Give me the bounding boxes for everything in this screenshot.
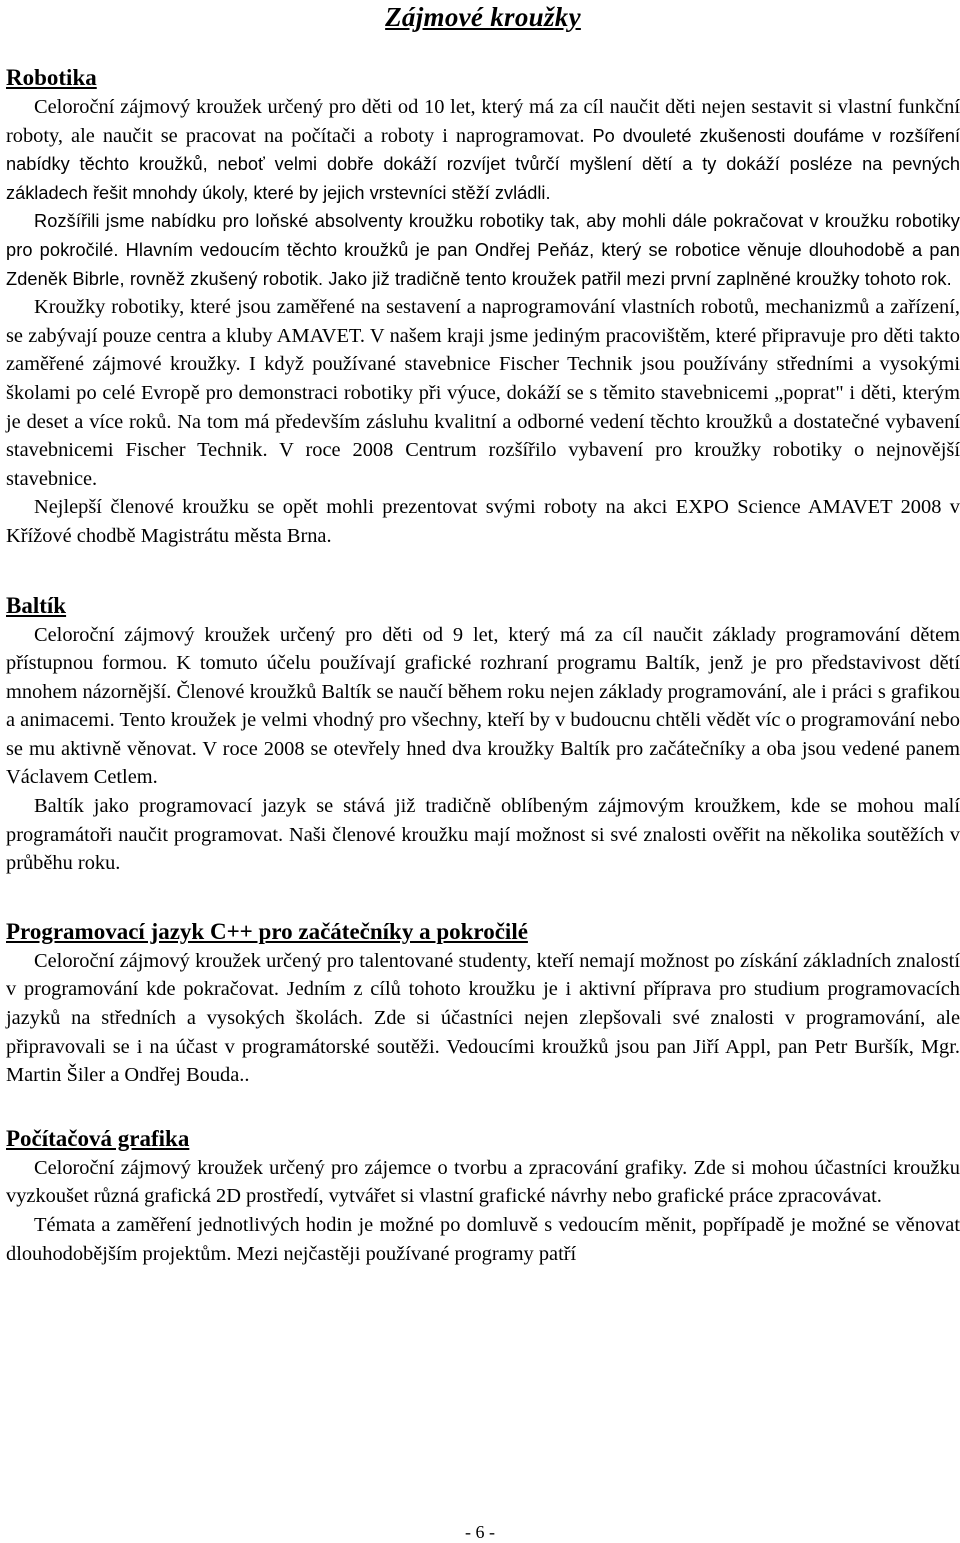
paragraph: Celoroční zájmový kroužek určený pro zájemce o tvorbu a zpracování grafiky. Zde si mohou účastníci kroužku vyzkoušet různá grafická 2D prostředí, vytvářet si vlastní grafické návrhy nebo grafické práce zpracovávat. xyxy=(6,1156,960,1208)
paragraph-text: Rozšířili jsme nabídku pro loňské absolventy kroužku robotiky tak, aby mohli dále pokračovat v kroužku robotiky pro pokročilé. xyxy=(6,211,960,260)
page-title: Zájmové kroužky xyxy=(385,2,581,32)
paragraph: Kroužky robotiky, které jsou zaměřené na sestavení a naprogramování vlastních robotů, mechanizmů a zařízení, se zabývají pouze centra a kluby AMAVET. V našem kraji jsme jediným pracovištěm, které připravuje pro děti takto zaměřené zájmové kroužky. I když používané stavebnice Fischer Technik jsou používány středními a vysokými školami po celé Evropě pro demonstraci robotiky při výuce, dokáží se s těmito stavebnicemi „poprat" i děti, kterým je deset a více roků. Na tom má především zásluhu kvalitní a odborné vedení těchto kroužků a dostatečné vybavení stavebnicemi Fischer Technik. V roce 2008 Centrum rozšířilo vybavení pro kroužky robotiky o nejnovější stavebnice. xyxy=(6,296,960,490)
paragraph: Nejlepší členové kroužku se opět mohli prezentovat svými roboty na akci EXPO Science AMAVET 2008 v Křížové chodbě Magistrátu města Brna. xyxy=(6,496,960,547)
section-heading-robotika: Robotika xyxy=(6,65,97,90)
paragraph xyxy=(6,93,960,207)
section-baltik xyxy=(6,591,960,878)
paragraph-text: Celoroční zájmový kroužek určený pro děti od 10 let, který má za cíl naučit děti nejen sestavit si vlastní funkční roboty, ale naučit se pracovat na počítači a roboty i naprogramovat. xyxy=(6,96,960,147)
paragraph xyxy=(6,207,960,293)
paragraph: Témata a zaměření jednotlivých hodin je možné po domluvě s vedoucím měnit, popřípadě je možné se věnovat dlouhodobějším projektům. Mezi nejčastěji používané programy patří xyxy=(6,1214,960,1265)
section-cpp xyxy=(6,917,960,1090)
paragraph-text: Hlavním vedoucím těchto kroužků je pan Ondřej Peňáz, který se robotice věnuje dlouhodobě a pan Zdeněk Bibrle, rovněž zkušený robotik. xyxy=(6,239,960,289)
document-page xyxy=(6,0,960,1268)
section-grafika xyxy=(6,1124,960,1268)
section-heading-cpp: Programovací jazyk C++ pro začátečníky a pokročilé xyxy=(6,918,528,944)
page-number: - 6 - xyxy=(465,1522,495,1542)
paragraph: Celoroční zájmový kroužek určený pro talentované studenty, kteří nemají možnost po získání základních znalostí v programování kde pokračovat. Jedním z cílů tohoto kroužku je i aktivní příprava pro studium programovacích jazyků na středních a vysokých školách. Zde si účastníci nejen zlepšovali své znalosti v programování, ale připravovali se i na účast v programátorské soutěži. Vedoucími kroužků jsou pan Jiří Appl, pan Petr Buršík, Mgr. Martin Šiler a Ondřej Bouda.. xyxy=(6,949,960,1087)
section-heading-grafika: Počítačová grafika xyxy=(6,1125,190,1151)
paragraph-text: Po dvouleté zkušenosti doufáme v rozšíření nabídky těchto kroužků, neboť velmi dobře dokáží rozvíjet tvůrčí myšlení dětí a ty dokáží posléze na pevných základech řešit mnohdy úkoly, které by jejich vrstevníci stěží zvládli. xyxy=(6,125,960,203)
paragraph: Baltík jako programovací jazyk se stává již tradičně oblíbeným zájmovým kroužkem, kde se mohou malí programátoři naučit programovat. Naši členové kroužku mají možnost si své znalosti ověřit na několika soutěžích v průběhu roku. xyxy=(6,795,960,875)
section-heading-baltik: Baltík xyxy=(6,592,67,618)
section-robotika xyxy=(6,63,960,551)
paragraph-text: Jako již tradičně tento kroužek patřil mezi první zaplněné kroužky tohoto rok. xyxy=(328,268,952,289)
paragraph: Celoroční zájmový kroužek určený pro děti od 9 let, který má za cíl naučit základy programování dětem přístupnou formou. K tomuto účelu používají grafické rozhraní programu Baltík, jenž je pro představivost dětí mnohem názornější. Členové kroužků Baltík se naučí během roku nejen základy programování, ale i práci s grafikou a animacemi. Tento kroužek je velmi vhodný pro všechny, kteří by v budoucnu chtěli vědět víc o programování nebo se mu aktivně věnovat. V roce 2008 se otevřely hned dva kroužky Baltík pro začátečníky a oba jsou vedené panem Václavem Cetlem. xyxy=(6,623,960,789)
